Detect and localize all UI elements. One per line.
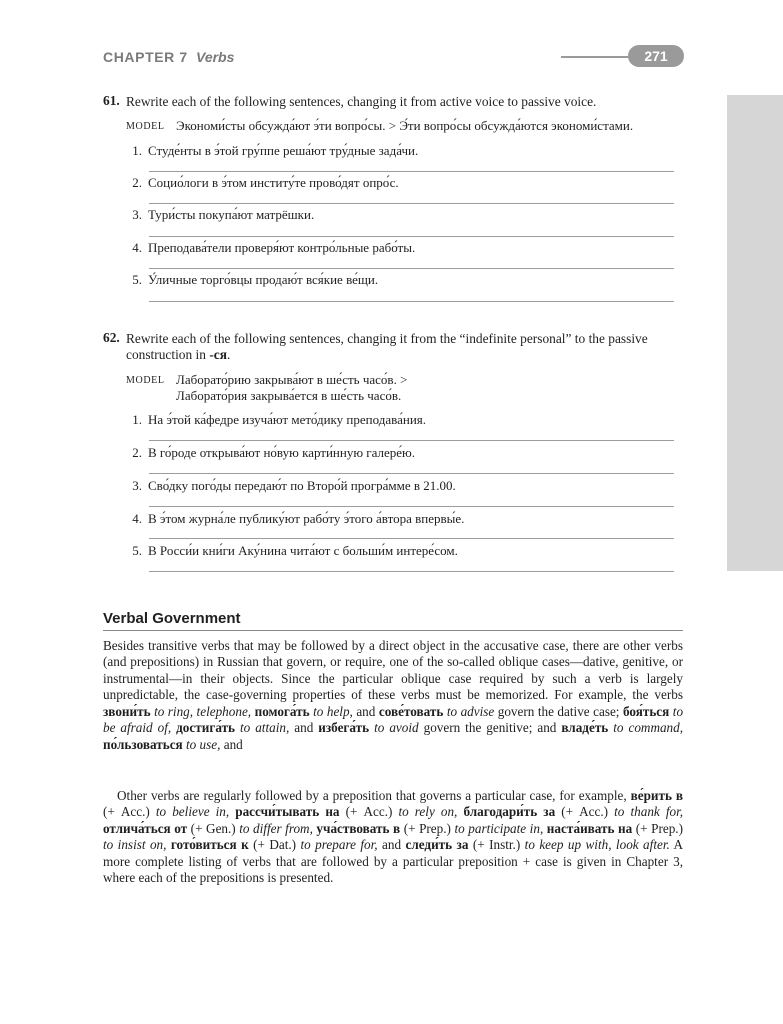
answer-line[interactable] <box>149 571 674 572</box>
exercise-item <box>126 272 378 288</box>
body-paragraph-2: Other verbs are regularly followed by a preposition that governs a particular case, for example, ве́рить в (+ Acc.) to believe in, рассчи́тывать на (+ Acc.) to rely on, благодари́ть за (+ Acc.) to thank for, отлича́ться от (+ Gen.) to differ from, уча́ствовать в (+ Prep.) to participate in, наста́ивать на (+ Prep.) to insist on, гото́виться к (+ Dat.) to prepare for, and следи́ть за (+ Instr.) to keep up with, look after. A more complete listing of verbs that are followed by a particular preposition + case is given in Chapter 3, where each of the prepositions is presented. <box>103 788 684 886</box>
item-sentence: В э́том журна́ле публику́ют рабо́ту э́того а́втора впервы́е. <box>148 511 465 526</box>
answer-line[interactable] <box>149 473 674 474</box>
item-number: 2. <box>132 175 142 190</box>
item-sentence: Преподава́тели проверя́ют контро́льные рабо́ты. <box>148 240 416 255</box>
exercise-instruction: Rewrite each of the following sentences, changing it from the “indefinite personal” to the passive <box>126 331 648 346</box>
item-sentence: У́личные торго́вцы продаю́т вся́кие ве́щи. <box>148 272 379 287</box>
item-number: 2. <box>132 445 142 460</box>
item-number: 1. <box>132 412 142 427</box>
answer-line[interactable] <box>149 203 674 204</box>
exercise-item <box>126 511 464 527</box>
exercise-instruction: Rewrite each of the following sentences, changing it from active voice to passive voice. <box>126 94 597 109</box>
item-number: 3. <box>132 207 142 222</box>
page-number-badge: 271 <box>628 45 684 67</box>
answer-line[interactable] <box>149 538 674 539</box>
chapter-title: Verbs <box>196 49 235 65</box>
item-number: 5. <box>132 543 142 558</box>
exercise-item <box>126 175 399 191</box>
item-number: 4. <box>132 511 142 526</box>
header-rule <box>561 56 635 58</box>
exercise-item <box>126 478 456 494</box>
model-example: Экономи́сты обсужда́ют э́ти вопро́сы. > Э́ти вопро́сы обсужда́ются экономи́стами. <box>176 118 634 133</box>
answer-line[interactable] <box>149 506 674 507</box>
item-sentence: Тури́сты покупа́ют матрёшки. <box>148 207 315 222</box>
exercise-number: 62. <box>103 330 120 345</box>
chapter-label: CHAPTER 7 <box>103 49 188 65</box>
answer-line[interactable] <box>149 236 674 237</box>
exercise-item <box>126 240 415 256</box>
item-sentence: Сво́дку пого́ды передаю́т по Второ́й програ́мме в 21.00. <box>148 478 456 493</box>
body-paragraph-1: Besides transitive verbs that may be followed by a direct object in the accusative case, there are other verbs (and prepositions) in Russian that govern, or require, one of the so-called oblique cases—dative, genitive, or instrumental—in their objects. Since the particular oblique case required by such a verb is largely unpredictable, the case-governing properties of these verbs must be memorized. For example, the verbs звони́ть to ring, telephone, помога́ть to help, and сове́товать to advise govern the dative case; боя́ться to be afraid of, достига́ть to attain, and избега́ть to avoid govern the genitive; and владе́ть to command, по́льзоваться to use, and <box>103 638 684 752</box>
item-sentence: В Росси́и кни́ги Аку́нина чита́ют с больши́м интере́сом. <box>148 543 458 558</box>
exercise-item <box>126 543 458 559</box>
model-label: MODEL <box>126 121 165 132</box>
section-heading: Verbal Government <box>103 610 241 627</box>
answer-line[interactable] <box>149 301 674 302</box>
item-sentence: В го́роде открыва́ют но́вую карти́нную галере́ю. <box>148 445 416 460</box>
chapter-side-tab <box>727 95 783 571</box>
suffix-term: -ся <box>209 347 227 362</box>
item-number: 5. <box>132 272 142 287</box>
item-sentence: Студе́нты в э́той гру́ппе реша́ют тру́дные зада́чи. <box>148 143 419 158</box>
item-sentence: Социо́логи в э́том институ́те прово́дят опро́с. <box>148 175 399 190</box>
answer-line[interactable] <box>149 440 674 441</box>
exercise-item <box>126 143 418 159</box>
item-number: 1. <box>132 143 142 158</box>
answer-line[interactable] <box>149 268 674 269</box>
model-label: MODEL <box>126 375 165 386</box>
answer-line[interactable] <box>149 171 674 172</box>
exercise-number: 61. <box>103 93 120 108</box>
item-number: 3. <box>132 478 142 493</box>
item-sentence: На э́той ка́федре изуча́ют мето́дику преподава́ния. <box>148 412 427 427</box>
exercise-instruction-cont: construction in -ся. <box>126 347 231 362</box>
exercise-item <box>126 207 314 223</box>
exercise-item <box>126 445 415 461</box>
model-example: Лаборато́рию закрыва́ют в ше́сть часо́в. > <box>176 372 408 387</box>
model-answer: Лаборато́рия закрыва́ется в ше́сть часо́в. <box>176 388 402 403</box>
exercise-item <box>126 412 426 428</box>
running-header <box>103 48 683 68</box>
section-rule <box>103 630 683 631</box>
item-number: 4. <box>132 240 142 255</box>
